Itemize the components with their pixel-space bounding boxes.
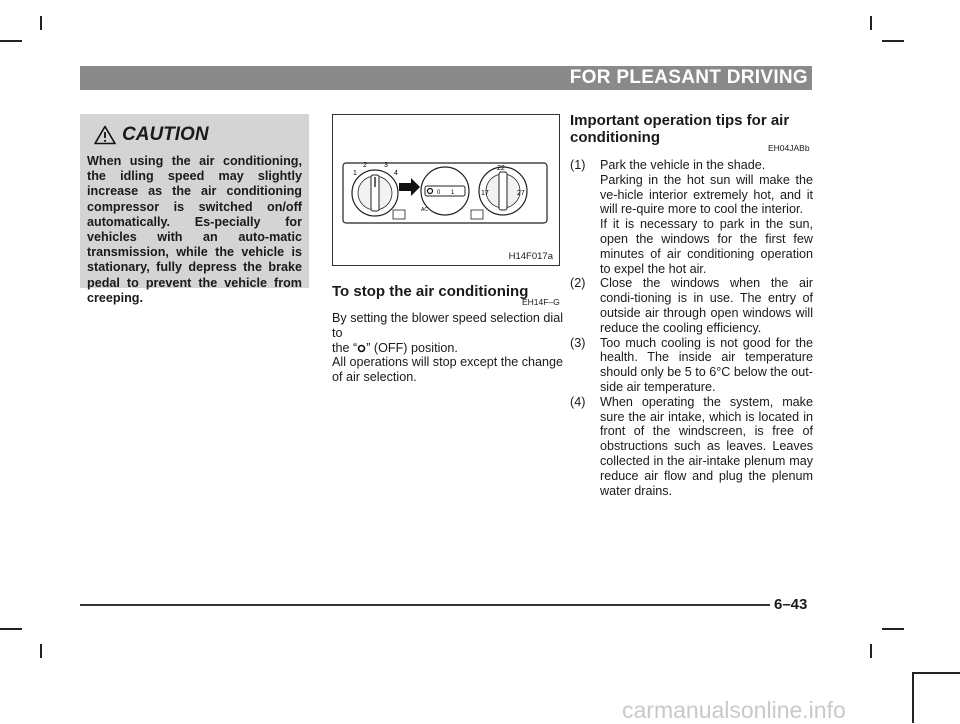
- svg-text:AC: AC: [421, 207, 428, 213]
- list-item: [570, 336, 813, 395]
- temp-mid-label: 22: [497, 165, 505, 172]
- svg-text:2: 2: [363, 162, 367, 169]
- list-item-main: Close the windows when the air condi-tioning is in use. The entry of outside air through open windows will reduce the cooling efficiency.: [600, 276, 813, 335]
- tips-list: [570, 158, 813, 498]
- caution-heading: [94, 120, 209, 150]
- crop-mark: [40, 16, 42, 30]
- crop-mark: [0, 40, 22, 42]
- svg-text:1: 1: [451, 190, 455, 196]
- stop-para2: All operations will stop except the change of air selection.: [332, 355, 564, 385]
- list-item-sub: Parking in the hot sun will make the ve-hicle interior extremely hot, and it will re-quire more to cool the interior.: [600, 172, 813, 217]
- svg-text:3: 3: [384, 162, 388, 169]
- list-item-main: When operating the system, make sure the air intake, which is located in front of the windscreen, is free of obstructions such as leaves. Leaves collected in the air-intake plenum may reduce air flow and plug the plenum water drains.: [600, 394, 813, 498]
- crop-mark: [882, 628, 904, 630]
- fan-off-icon: [357, 344, 366, 353]
- warning-triangle-icon: [94, 125, 116, 145]
- tips-title-line1: Important operation tips for air: [570, 112, 790, 129]
- stop-para1-b: the “: [332, 340, 358, 355]
- header-bar: [80, 66, 812, 90]
- crop-mark: [870, 16, 872, 30]
- list-item-number: (1): [570, 158, 586, 172]
- climate-control-figure: [332, 114, 560, 266]
- crop-mark: [912, 672, 960, 674]
- watermark: carmanualsonline.info: [622, 697, 846, 723]
- tips-title-line2: conditioning: [570, 129, 660, 146]
- temp-low-label: 17: [481, 190, 489, 197]
- stop-section-code: EH14F–G: [522, 297, 560, 307]
- list-item-number: (2): [570, 276, 586, 291]
- list-item-main: Too much cooling is not good for the health. The inside air temperature should only be 5 to 6°C below the out-side air temperature.: [600, 335, 813, 394]
- crop-mark: [882, 40, 904, 42]
- stop-section-body: [332, 311, 564, 385]
- temp-high-label: 27: [517, 190, 525, 197]
- caution-title: CAUTION: [122, 124, 209, 145]
- svg-text:1: 1: [353, 170, 357, 177]
- footer-rule: [80, 604, 770, 606]
- stop-para1-a: By setting the blower speed selection dial to: [332, 311, 564, 340]
- stop-section-title: To stop the air conditioning: [332, 283, 529, 300]
- list-item: [570, 395, 813, 499]
- climate-control-panel-illustration: [333, 115, 559, 265]
- crop-mark: [40, 644, 42, 658]
- svg-text:4: 4: [394, 170, 398, 177]
- list-item-number: (4): [570, 394, 586, 409]
- caution-box: [80, 114, 309, 305]
- list-item-sub: If it is necessary to park in the sun, open the windows for the first few minutes of air conditioning operation to expel the hot air.: [600, 217, 813, 276]
- list-item: [570, 276, 813, 335]
- list-item: [570, 158, 813, 276]
- list-item-main: Park the vehicle in the shade.: [600, 158, 766, 172]
- caution-text: When using the air conditioning, the idling speed may slightly increase as the air conditioning compressor is switched on/off automatically. Es-pecially for vehicles with an auto-matic transmission, while the vehicle is stationary, fully depress the brake pedal to prevent the vehicle from creeping.: [87, 154, 302, 305]
- figure-code: H14F017a: [508, 251, 553, 262]
- page-header-title: FOR PLEASANT DRIVING: [569, 67, 808, 88]
- page-number: 6–43: [774, 596, 808, 613]
- stop-para1-c: ” (OFF) position.: [366, 340, 458, 355]
- crop-mark: [912, 672, 914, 723]
- crop-mark: [0, 628, 22, 630]
- tips-section-code: EH04JABb: [768, 143, 810, 153]
- crop-mark: [870, 644, 872, 658]
- list-item-number: (3): [570, 335, 586, 350]
- svg-text:0: 0: [437, 190, 441, 196]
- tips-section-title: [570, 112, 810, 146]
